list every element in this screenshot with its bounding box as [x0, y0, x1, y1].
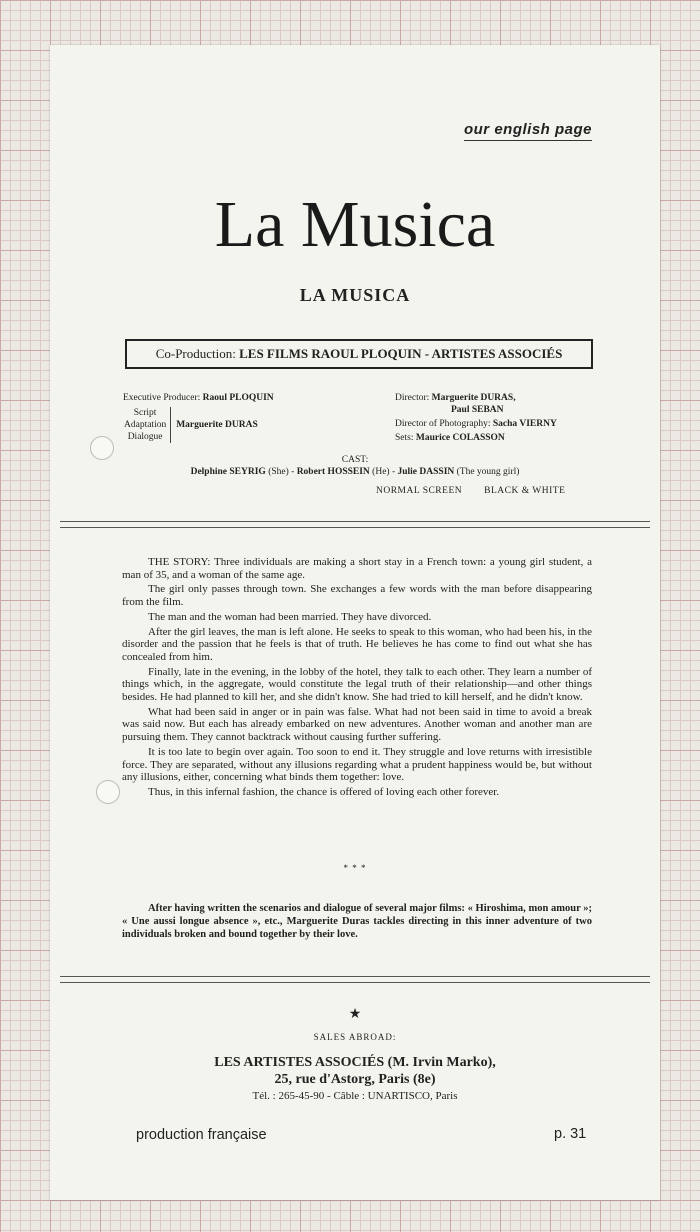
script-writer: Marguerite DURAS	[176, 420, 258, 430]
script-labels	[124, 407, 171, 443]
document-page	[50, 45, 660, 1200]
story-paragraph: It is too late to begin over again. Too soon to end it. They struggle and love returns with irresistible force. They are separated, without any illusions regarding what a prudent happiness would be, but without any illusions, either, concerning what binds them together: love.	[122, 745, 592, 784]
sales-address: 25, rue d'Astorg, Paris (8e)	[274, 1072, 436, 1087]
divider-bottom	[60, 976, 650, 983]
sales-company	[50, 1054, 660, 1088]
page-number: p. 31	[554, 1126, 587, 1142]
sales-company-name: LES ARTISTES ASSOCIÉS (M. Irvin Marko),	[214, 1055, 496, 1070]
cast-name-3: Julie DASSIN	[397, 467, 455, 477]
asterism-separator: * * *	[343, 863, 367, 873]
star-ornament: ★	[348, 1007, 362, 1022]
photography-name: Sacha VIERNY	[492, 419, 557, 429]
story-paragraph: What had been said in anger or in pain was false. What had not been said in time to avoid a break was said now. But each has already embarked on new adventures. Another woman and another man are pursuing them. They cannot backtrack without causing further suffering.	[122, 705, 592, 744]
sales-contact: Tél. : 265-45-90 - Câble : UNARTISCO, Paris	[252, 1090, 458, 1102]
executive-producer-label: Executive Producer:	[123, 393, 201, 403]
story-paragraph: The man and the woman had been married. They have divorced.	[148, 610, 432, 623]
story-paragraph: After the girl leaves, the man is left alone. He seeks to speak to this woman, who had been his, in the disorder and the passion that he feels is that of truth. He believes he has come to find out what she has concealed from him.	[122, 625, 592, 663]
director-name-2: Paul SEBAN	[451, 405, 504, 415]
punch-hole-bottom	[96, 780, 120, 804]
director-note	[122, 902, 592, 941]
script-credit	[124, 407, 258, 443]
coproduction-companies: LES FILMS RAOUL PLOQUIN - ARTISTES ASSOCIÉS	[239, 346, 563, 361]
director-note-text: After having written the scenarios and dialogue of several major films: « Hiroshima, mon amour »; « Une aussi longue absence », etc., Marguerite Duras tackles directing in this inner adventure of two individuals broken and bound together by their love.	[122, 903, 592, 940]
color-format: BLACK & WHITE	[484, 486, 566, 496]
director-credits	[395, 392, 557, 444]
story-paragraph: Thus, in this infernal fashion, the chance is offered of loving each other forever.	[148, 785, 500, 798]
dialogue-label: Dialogue	[127, 432, 163, 442]
sets-label: Sets:	[395, 433, 414, 443]
story-paragraph: The girl only passes through town. She exchanges a few words with the man before disappearing from the film.	[122, 583, 592, 609]
cast-name-1: Delphine SEYRIG	[190, 467, 266, 477]
director-name-1: Marguerite DURAS,	[431, 393, 516, 403]
story-paragraph: Three individuals are making a short stay in a French town: a young girl student, a man of 35, and a woman of the same age.	[122, 556, 592, 581]
film-subtitle: LA MUSICA	[299, 285, 411, 305]
director-label: Director:	[395, 393, 430, 403]
sets-name: Maurice COLASSON	[415, 433, 505, 443]
coproduction-label: Co-Production:	[155, 346, 236, 361]
cast-role-2: (He)	[372, 467, 390, 477]
coproduction-box	[125, 339, 593, 369]
format-info	[376, 486, 565, 496]
cast-role-1: (She)	[268, 467, 289, 477]
production-francaise: production française	[136, 1127, 267, 1143]
adaptation-label: Adaptation	[124, 420, 167, 430]
screen-format: NORMAL SCREEN	[376, 486, 463, 496]
cast-role-3: (The young girl)	[456, 467, 520, 477]
divider-top	[60, 521, 650, 528]
executive-producer-name: Raoul PLOQUIN	[202, 393, 274, 403]
cast-label: CAST:	[341, 455, 369, 465]
executive-producer-credit	[123, 392, 274, 404]
photography-label: Director of Photography:	[395, 419, 491, 429]
script-label: Script	[133, 408, 157, 418]
story-lead: THE STORY:	[148, 556, 211, 568]
story-text	[122, 556, 592, 801]
punch-hole-top	[90, 436, 114, 460]
cast-list: Delphine SEYRIG (She) - Robert HOSSEIN (He) - Julie DASSIN (The young girl)	[190, 467, 520, 477]
sales-abroad-label: SALES ABROAD:	[313, 1032, 397, 1042]
english-page-heading: our english page	[464, 121, 592, 141]
film-title: La Musica	[214, 188, 496, 261]
cast-name-2: Robert HOSSEIN	[296, 467, 370, 477]
story-paragraph: Finally, late in the evening, in the lobby of the hotel, they talk to each other. They learn a number of things which, in the aggregate, would constitute the legal truth of their relationship—and other things besides. He had planned to kill her, and she didn't know. She had tried to kill herself, and he didn't know.	[122, 665, 592, 704]
